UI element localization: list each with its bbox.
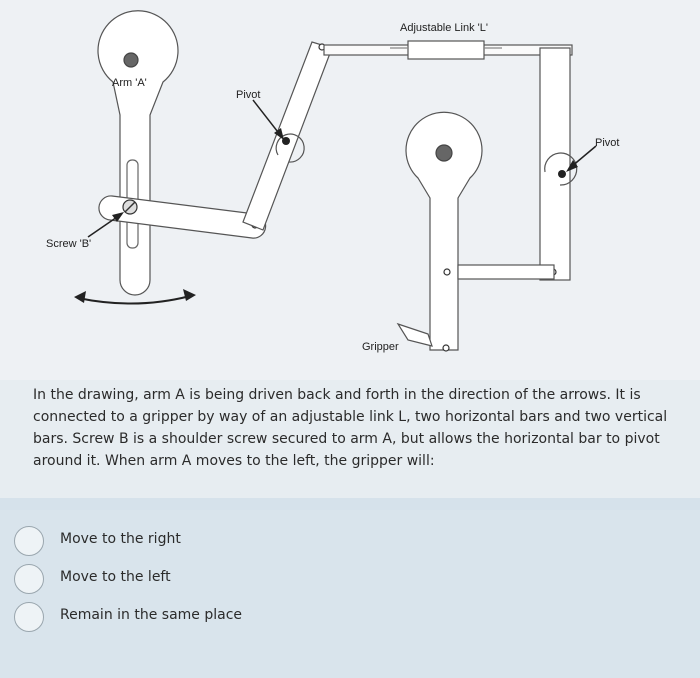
arm-a-pivot-dot (124, 53, 138, 67)
radio-button[interactable] (14, 526, 44, 556)
pivot-right-label: Pivot (595, 137, 620, 149)
gripper-arm (406, 112, 482, 351)
gripper-arm-pivot-dot (436, 145, 452, 161)
option-label: Move to the left (60, 569, 171, 585)
radio-button[interactable] (14, 564, 44, 594)
gripper-label: Gripper (362, 341, 399, 353)
answer-options (0, 510, 700, 678)
right-pivot-point (558, 170, 566, 178)
adjustable-link (324, 41, 572, 59)
radio-button[interactable] (14, 602, 44, 632)
gripper-jaw (398, 324, 432, 346)
arm-a-label: Arm 'A' (112, 77, 147, 89)
option-label: Move to the right (60, 531, 181, 547)
left-slanted-bar (243, 42, 332, 230)
arm-a (98, 11, 178, 295)
question-text: In the drawing, arm A is being driven back and forth in the direction of the arrows. It is connected to a gripper by way of an adjustable link L, two horizontal bars and two vertical bars. Screw B is a shoulder screw secured to arm A, but allows the horizontal bar to pivot around it. When arm A moves to the left, the gripper will: (33, 387, 668, 469)
adjustable-link-label: Adjustable Link 'L' (400, 22, 488, 34)
option-remain-same[interactable] (12, 602, 412, 632)
question-panel (0, 380, 700, 498)
lower-right-horizontal-bar (458, 265, 554, 279)
pivot-left-label: Pivot (236, 89, 261, 101)
option-move-right[interactable] (12, 526, 412, 556)
screw-b-label: Screw 'B' (46, 238, 92, 250)
option-label: Remain in the same place (60, 607, 243, 623)
option-move-left[interactable] (12, 564, 412, 594)
right-vertical-bar (540, 48, 570, 280)
